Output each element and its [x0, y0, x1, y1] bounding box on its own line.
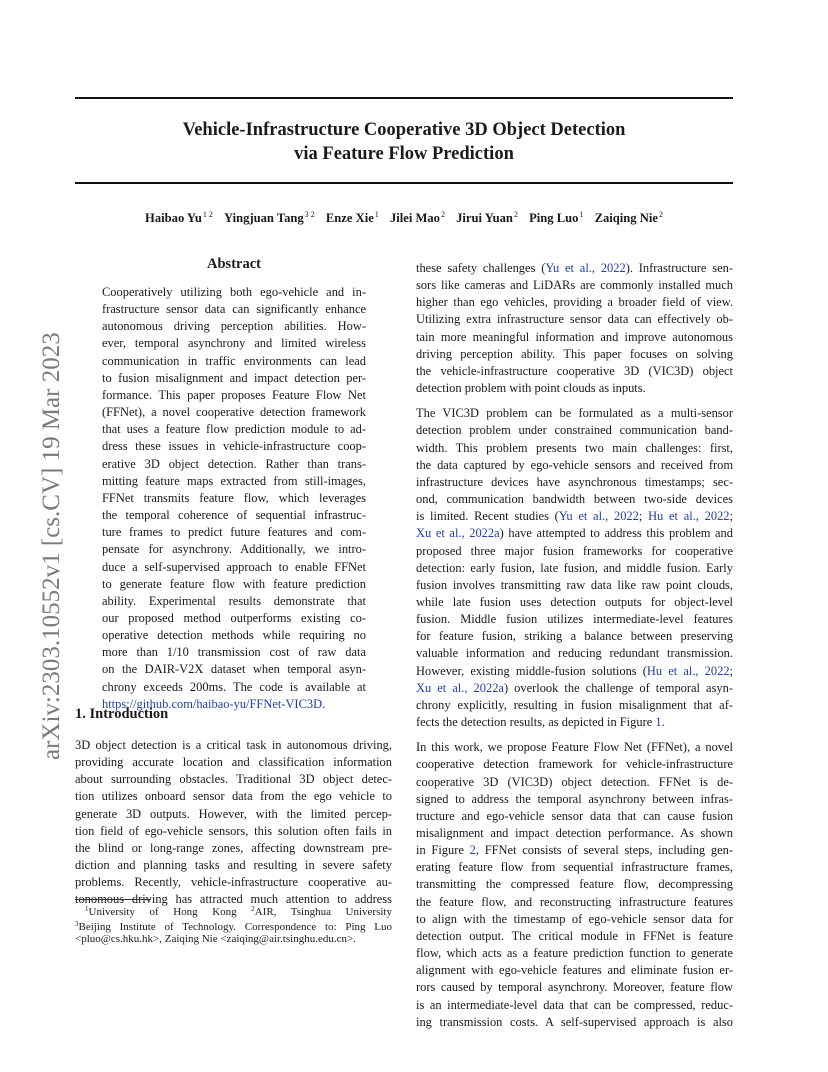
citation-link[interactable]: Xu et al., 2022a: [416, 680, 504, 695]
abstract-line: Cooperatively utilizing both ego-vehicle and in-: [102, 285, 366, 299]
body-line: the data captured by ego-vehicle sensors and received from: [416, 457, 733, 472]
body-line: proposed three major fusion frameworks for cooperative: [416, 543, 733, 558]
body-line: flow, which acts as a feature prediction function to generate: [416, 946, 733, 961]
abstract-line: autonomous driving perception abilities. How-: [102, 319, 366, 334]
arxiv-identifier-stamp: arXiv:2303.10552v1 [cs.CV] 19 Mar 2023: [38, 332, 65, 760]
abstract-line: dress these issues in vehicle-infrastructure coop-: [102, 439, 366, 454]
figure-reference-link[interactable]: 2: [469, 843, 476, 858]
footnote-line: $^3$Beijing Institute of Technology. Correspondence to: Ping Luo: [75, 920, 392, 933]
body-line: is an intermediate-level data that can be compressed, reduc-: [416, 997, 733, 1012]
introduction-body-left: [75, 737, 392, 909]
body-line: alignment with ego-vehicle features and eliminate fusion er-: [416, 963, 733, 978]
body-line: tion field of ego-vehicle sensors, this solution often fails in: [75, 823, 392, 838]
abstract-line: on the DAIR-V2X dataset when temporal asyn-: [102, 662, 366, 677]
body-line: 3D object detection is a critical task in autonomous driving,: [75, 738, 392, 752]
title-bottom-rule: [75, 182, 733, 184]
author: Jirui Yuan$^2$: [456, 210, 518, 225]
author: Jilei Mao$^2$: [389, 210, 445, 225]
abstract-heading: Abstract: [207, 256, 261, 272]
abstract-line: ture frames to predict future features and com-: [102, 525, 366, 540]
body-line: In this work, we propose Feature Flow Net (FFNet), a novel: [416, 740, 733, 755]
body-line: detection problem with point clouds as inputs.: [416, 381, 646, 396]
author: Haibao $Yu^{1 2}$: [145, 210, 213, 225]
author: Ping Luo$^1$: [529, 210, 584, 225]
abstract-line: the temporal coherence of sequential infrastruc-: [102, 508, 366, 523]
body-line: fusion involves transmitting raw data like raw point clouds,: [416, 577, 733, 592]
abstract-line: that uses a feature flow prediction module to ad-: [102, 422, 366, 437]
title-top-rule: [75, 97, 733, 99]
body-line: misalignment and impact detection performance. As shown: [416, 826, 733, 840]
footnotes: [75, 902, 392, 947]
section-heading-introduction: 1. Introduction: [75, 706, 169, 722]
citation-link[interactable]: Hu et al., 2022: [646, 663, 730, 678]
body-line: higher than ego vehicles, providing a broader field of view.: [416, 295, 733, 310]
body-line: ond, communication bandwidth between two-side devices: [416, 492, 733, 507]
footnote-line: <pluo@cs.hku.hk>, Zaiqing Nie <zaiqing@air.tsinghu.edu.cn>.: [75, 933, 356, 945]
abstract-line: operative detection methods while requiring no: [102, 628, 366, 643]
abstract-line: chrony exceeds 200ms. The code is available at: [102, 679, 366, 694]
body-line: problems. Recently, vehicle-infrastructure cooperative au-: [75, 875, 392, 890]
body-line: the blind or long-range zones, affecting downstream pre-: [75, 840, 392, 855]
footnote-line: $^1$University of Hong Kong $^2$AIR, Tsinghua University: [85, 905, 392, 918]
body-line: tion utilizes onboard sensor data from the ego vehicle to: [75, 789, 392, 804]
abstract-line: https://github.com/haibao-yu/FFNet-VIC3D.: [102, 696, 326, 711]
author: Yingjuan Tang$^{3 2}$: [224, 210, 315, 225]
abstract-line: our proposed method outperforms existing co-: [102, 610, 366, 625]
footnote-rule: [75, 899, 151, 900]
abstract-line: to generate feature flow with feature prediction: [102, 576, 366, 591]
citation-link[interactable]: Xu et al., 2022a: [416, 526, 500, 541]
body-line: ing transmission costs. A self-supervised approach is also: [416, 1014, 733, 1029]
body-line: these safety challenges (Yu et al., 2022). Infrastructure sen-: [416, 261, 733, 275]
citation-link[interactable]: Yu et al., 2022: [545, 261, 626, 275]
author: Enze Xie$^1$: [325, 210, 379, 225]
body-line: chrony explicitly, resulting in fusion misalignment that af-: [416, 697, 733, 712]
body-line: driving perception ability. This paper focuses on solving: [416, 346, 733, 361]
body-line: transmitting the compressed feature flow, decompressing: [416, 877, 733, 892]
abstract-line: formance. This paper proposes Feature Flow Net: [102, 387, 366, 402]
body-line: the feature flow, and reconstructing infrastructure features: [416, 894, 733, 909]
body-line: tain more meaningful information and improve autonomous: [416, 329, 733, 344]
code-link[interactable]: https://github.com/haibao-yu/FFNet-VIC3D: [102, 696, 323, 711]
body-line: The VIC3D problem can be formulated as a multi-sensor: [416, 406, 733, 421]
figure-reference-link[interactable]: 1: [655, 715, 662, 730]
abstract-line: (FFNet), a novel cooperative detection framework: [102, 405, 366, 420]
body-line: cooperative detection framework for vehicle-infrastructure: [416, 757, 733, 772]
paper-title-line-1: Vehicle-Infrastructure Cooperative 3D Object Detection: [182, 120, 626, 140]
body-line: Xu et al., 2022a) have attempted to address this problem and: [416, 526, 733, 541]
abstract-line: more than 1/10 transmission cost of raw data: [102, 645, 366, 660]
abstract-body: [102, 284, 366, 713]
paper-title: [75, 118, 733, 166]
abstract-line: FFNet transmits feature flow, which leverages: [102, 490, 366, 505]
body-line: is limited. Recent studies (Yu et al., 2022; Hu et al., 2022;: [416, 509, 733, 524]
body-line: cooperative 3D (VIC3D) object detection. FFNet is de-: [416, 774, 733, 789]
body-line: tructure and ego-vehicle sensor data that can cause fusion: [416, 808, 733, 823]
body-line: detection output. The critical module in FFNet is feature: [416, 928, 733, 943]
body-line: providing accurate location and classification information: [75, 755, 392, 770]
body-line: Utilizing extra infrastructure sensor data can effectively ob-: [416, 312, 733, 327]
paragraph-gap: [416, 397, 733, 405]
paragraph-gap: [416, 731, 733, 739]
body-line: detection problem under constrained communication band-: [416, 423, 733, 438]
body-line: However, existing middle-fusion solutions (Hu et al., 2022;: [416, 663, 734, 678]
body-line: infrastructure devices have asynchronous timestamps; sec-: [416, 474, 733, 489]
body-line: diction and planning tasks and resulting in severe safety: [75, 858, 392, 873]
body-line: fusion. Middle fusion utilizes intermediate-level features: [416, 612, 733, 627]
body-line: generate 3D outputs. However, with the limited percep-: [75, 806, 392, 821]
body-line: rors caused by temporal asynchrony. Moreover, feature flow: [416, 980, 733, 995]
body-line: valuable information and reducing redundant transmission.: [416, 646, 733, 661]
body-line: the vehicle-infrastructure cooperative 3D (VIC3D) object: [416, 363, 733, 378]
abstract-line: erative 3D object detection. Rather than trans-: [102, 456, 366, 471]
body-line: tonomous driving has attracted much attention to address: [75, 892, 392, 907]
body-line: signed to address the temporal asynchrony between infras-: [416, 791, 733, 806]
body-line: fects the detection results, as depicted in Figure 1.: [416, 715, 665, 730]
abstract-line: to fusion misalignment and impact detection per-: [102, 370, 366, 385]
body-line: about surrounding obstacles. Traditional 3D object detec-: [75, 772, 392, 787]
body-line: sors like cameras and LiDARs are commonly installed much: [416, 278, 733, 293]
body-line: in Figure 2, FFNet consists of several steps, including gen-: [416, 843, 733, 858]
body-line: erating feature flow from sequential infrastructure frames,: [416, 860, 733, 875]
abstract-line: pensate for asynchrony. Additionally, we intro-: [102, 542, 366, 557]
citation-link[interactable]: Hu et al., 2022: [648, 509, 730, 524]
body-line: while late fusion uses detection outputs for object-level: [416, 594, 733, 609]
body-line: detection: early fusion, late fusion, and middle fusion. Early: [416, 560, 733, 575]
paper-title-line-2: via Feature Flow Prediction: [294, 144, 514, 164]
citation-link[interactable]: Yu et al., 2022: [558, 509, 639, 524]
author: Zaiqing Nie$^2$: [594, 210, 663, 225]
abstract-line: communication in traffic environments can lead: [102, 353, 366, 368]
abstract-line: frastructure sensor data can significantly enhance: [102, 302, 366, 317]
author-list: [60, 210, 748, 226]
body-line: width. This problem presents two main challenges: first,: [416, 440, 733, 455]
abstract-line: ever, temporal asynchrony and limited wireless: [102, 336, 366, 351]
body-line: Xu et al., 2022a) overlook the challenge of temporal asyn-: [416, 680, 733, 695]
introduction-body-right: [416, 260, 733, 1031]
abstract-line: mitting feature maps extracted from still-images,: [102, 473, 366, 488]
body-line: to align with the timestamp of ego-vehicle sensor data for: [416, 911, 733, 926]
abstract-line: ability. Experimental results demonstrate that: [102, 593, 366, 608]
body-line: for feature fusion, striking a balance between preserving: [416, 629, 733, 644]
abstract-line: duce a self-supervised approach to enable FFNet: [102, 559, 366, 574]
